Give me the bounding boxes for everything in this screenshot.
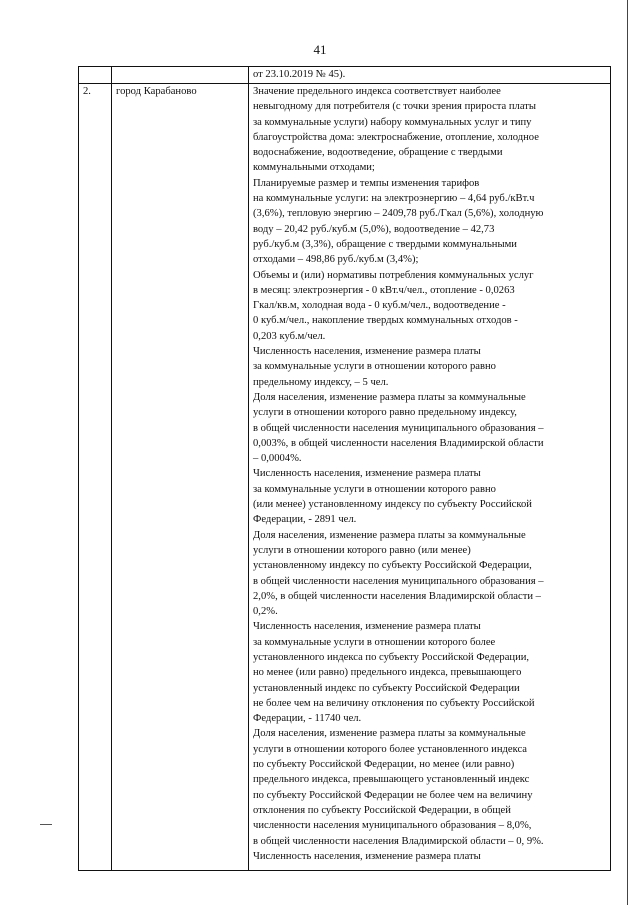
continuation-text: от 23.10.2019 № 45). xyxy=(253,69,346,80)
municipality-name: город Карабаново xyxy=(116,86,197,97)
description-line: на коммунальные услуги: на электроэнергию – 4,64 руб./кВт.ч xyxy=(253,193,535,205)
description-line: Численность населения, изменение размера платы xyxy=(253,621,481,633)
municipality-name-cell xyxy=(112,84,249,871)
row-number-cell xyxy=(79,84,112,871)
description-line: услуги в отношении которого равно предельному индексу, xyxy=(253,407,517,419)
description-line: (или менее) установленному индексу по субъекту Российской xyxy=(253,499,532,511)
description-line: Численность населения, изменение размера платы xyxy=(253,346,481,358)
description-line: услуги в отношении которого более установленного индекса xyxy=(253,743,528,755)
description-line: предельного индекса, превышающего установленный индекс xyxy=(253,774,530,786)
description-cell xyxy=(249,84,611,871)
description-line: Федерации, - 2891 чел. xyxy=(253,514,357,526)
description-line: благоустройства дома: электроснабжение, отопление, холодное xyxy=(253,131,539,143)
description-line: предельному индексу, – 5 чел. xyxy=(253,376,389,388)
description-line: в месяц: электроэнергия - 0 кВт.ч/чел., отопление - 0,0263 xyxy=(253,284,515,296)
continuation-text-cell xyxy=(249,67,611,84)
description-line: 0 куб.м/чел., накопление твердых коммунальных отходов - xyxy=(253,315,518,327)
description-line: за коммунальные услуги) набору коммунальных услуг и типу xyxy=(253,116,532,128)
row-number: 2. xyxy=(83,86,91,97)
continuation-name-cell xyxy=(112,67,249,84)
description-line: воду – 20,42 руб./куб.м (5,0%), водоотведение – 42,73 xyxy=(253,223,495,235)
description-line: Доля населения, изменение размера платы за коммунальные xyxy=(253,391,526,403)
description-line: Объемы и (или) нормативы потребления коммунальных услуг xyxy=(253,269,534,281)
municipality-table xyxy=(78,66,611,871)
page-number: 41 xyxy=(313,42,327,57)
description-line: по субъекту Российской Федерации, но менее (или равно) xyxy=(253,759,515,771)
description-line: Доля населения, изменение размера платы за коммунальные xyxy=(253,529,526,541)
description-line: численности населения муниципального образования – 8,0%, xyxy=(253,820,532,832)
description-line: за коммунальные услуги в отношении которого более xyxy=(253,636,496,648)
description-line: Федерации, - 11740 чел. xyxy=(253,713,362,725)
description-line: 0,203 куб.м/чел. xyxy=(253,330,326,342)
description-line: невыгодному для потребителя (с точки зрения прироста платы xyxy=(253,101,537,113)
description-line: услуги в отношении которого равно (или менее) xyxy=(253,544,471,556)
description-line: – 0,0004%. xyxy=(253,453,302,465)
description-line: (3,6%), тепловую энергию – 2409,78 руб./Гкал (5,6%), холодную xyxy=(253,208,544,220)
description-line: по субъекту Российской Федерации не более чем на величину xyxy=(253,789,533,801)
description-line: Планируемые размер и темпы изменения тарифов xyxy=(253,177,480,189)
description-line: 2,0%, в общей численности населения Владимирской области – xyxy=(253,590,541,602)
description-line: но менее (или равно) предельного индекса, превышающего xyxy=(253,667,522,679)
description-line: руб./куб.м (3,3%), обращение с твердыми коммунальными xyxy=(253,238,517,250)
description-line: Гкал/кв.м, холодная вода - 0 куб.м/чел., водоотведение - xyxy=(253,300,506,312)
description-line: в общей численности населения Владимирской области – 0, 9%. xyxy=(253,835,544,847)
description-line: за коммунальные услуги в отношении которого равно xyxy=(253,361,496,373)
description-line: отходами – 498,86 руб./куб.м (3,4%); xyxy=(253,254,419,266)
description-line: установленного индекса по субъекту Российской Федерации, xyxy=(253,651,530,663)
continuation-number-cell xyxy=(79,67,112,84)
table-row-continuation xyxy=(79,67,611,84)
margin-rule xyxy=(627,0,628,905)
description-line: Значение предельного индекса соответствует наиболее xyxy=(253,86,501,97)
description-line: за коммунальные услуги в отношении которого равно xyxy=(253,483,496,495)
description-line: коммунальными отходами; xyxy=(253,162,375,174)
table-row xyxy=(79,84,611,871)
description-line: Численность населения, изменение размера платы xyxy=(253,468,481,480)
description-text xyxy=(253,84,606,864)
description-line: в общей численности населения муниципального образования – xyxy=(253,422,544,434)
description-line: 0,003%, в общей численности населения Владимирской области xyxy=(253,437,544,449)
description-line: в общей численности населения муниципального образования – xyxy=(253,575,544,587)
description-line: установленному индексу по субъекту Российской Федерации, xyxy=(253,560,532,572)
description-line: отклонения по субъекту Российской Федерации, в общей xyxy=(253,804,511,816)
description-line: Доля населения, изменение размера платы за коммунальные xyxy=(253,728,526,740)
description-line: 0,2%. xyxy=(253,606,278,618)
description-line: не более чем на величину отклонения по субъекту Российской xyxy=(253,697,535,709)
description-line: Численность населения, изменение размера платы xyxy=(253,850,481,862)
description-line: водоснабжение, водоотведение, обращение с твердыми xyxy=(253,147,503,159)
margin-mark xyxy=(40,824,52,825)
description-line: установленный индекс по субъекту Российской Федерации xyxy=(253,682,520,694)
